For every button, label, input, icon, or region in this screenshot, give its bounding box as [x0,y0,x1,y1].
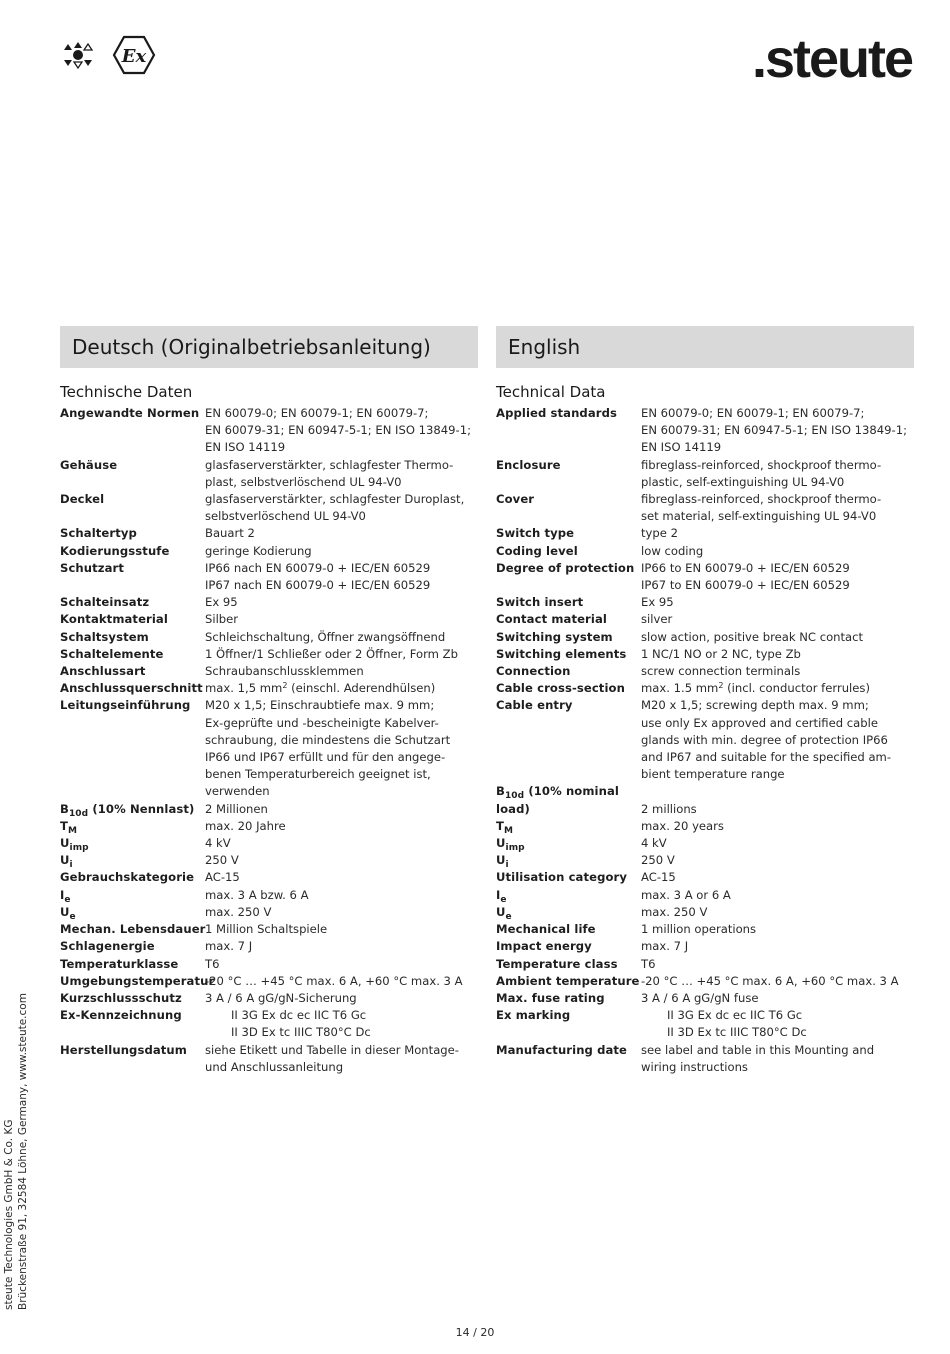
spec-label [496,887,641,904]
spec-row [496,938,914,955]
spec-row [496,457,914,491]
spec-value: T6 [205,956,220,971]
spec-row [60,990,478,1007]
spec-label-suffix: (10% nominal load) [496,784,619,816]
spec-value: 4 kV [641,836,667,851]
spec-value [205,680,478,697]
german-spec-table [60,405,478,1076]
spec-label-subscript: i [505,860,509,871]
spec-row [60,560,478,594]
spec-label: Utilisation category [496,870,628,885]
spec-value: II 3G Ex dc ec IIC T6 Gc II 3D Ex tc IIIC T80°C Dc [231,1008,371,1040]
spec-row [60,680,478,697]
spec-value: -20 °C … +45 °C max. 6 A, +60 °C max. 3 A [205,973,463,988]
column-german [60,326,478,1076]
spec-label [496,783,641,817]
spec-row [60,852,478,869]
spec-label-subscript: M [504,825,514,836]
spec-label-subscript: imp [505,843,525,854]
spec-row [496,1042,914,1076]
spec-label: Impact energy [496,939,592,954]
spec-label: Ambient temperature [496,973,640,988]
spec-row [60,973,478,990]
spec-row [60,938,478,955]
spec-value: AC-15 [641,870,676,885]
spec-label [60,852,205,869]
spec-value: M20 x 1,5; screwing depth max. 9 mm; use only Ex approved and certified cable glands with min. degree of protection IP66 and IP67 and suitable for the specified am- bient temperature range [641,698,892,782]
spec-label-subscript: 10d [504,791,525,802]
spec-value: max. 3 A or 6 A [641,887,731,902]
spec-label: Manufacturing date [496,1042,628,1057]
spec-label: Anschlussart [60,664,146,679]
spec-row [60,663,478,680]
spec-value: 1 Öffner/1 Schließer oder 2 Öffner, Form Zb [205,646,458,661]
spec-label-subscript: e [64,894,71,905]
spec-label: Temperaturklasse [60,956,179,971]
spec-row [496,835,914,852]
spec-row [60,594,478,611]
spec-value: fibreglass-reinforced, shockproof thermo- plastic, self-extinguishing UL 94-V0 [641,457,882,489]
spec-label-subscript: 10d [68,808,89,819]
spec-label: Applied standards [496,406,617,420]
spec-value: max. 7 J [641,939,689,954]
spec-value: 1 million operations [641,922,757,937]
spec-label-symbol: I [496,887,501,902]
spec-row [60,646,478,663]
spec-label: Degree of protection [496,560,635,575]
spec-label-symbol: T [496,818,505,833]
spec-value: 3 A / 6 A gG/gN fuse [641,990,759,1005]
spec-value-suffix: (incl. conductor ferrules) [723,681,870,696]
spec-value: -20 °C … +45 °C max. 6 A, +60 °C max. 3 A [641,973,899,988]
spec-row [60,956,478,973]
column-english [496,326,914,1076]
spec-value: Ex 95 [205,595,238,610]
spec-row [60,1042,478,1076]
spec-label: Switch insert [496,595,584,610]
spec-label: Cable cross-section [496,681,625,696]
spec-label: Schlagenergie [60,939,155,954]
spec-row [496,1007,914,1041]
spec-value: Bauart 2 [205,526,255,541]
spec-label: Mechan. Lebensdauer [60,922,206,937]
spec-value: siehe Etikett und Tabelle in dieser Montage- und Anschlussanleitung [205,1042,459,1074]
spec-row [496,405,914,457]
spec-label: Schaltertyp [60,526,137,541]
english-section-title: Technical Data [496,383,606,401]
spec-value: 4 kV [205,836,231,851]
spec-label [496,818,641,835]
english-spec-table [496,405,914,1076]
spec-label [60,904,205,921]
spec-value: AC-15 [205,870,240,885]
spec-value: Schraubanschlussklemmen [205,664,364,679]
spec-label [496,835,641,852]
spec-label: Kodierungsstufe [60,543,170,558]
spec-row [60,921,478,938]
svg-text:Ex: Ex [121,46,147,67]
spec-value: max. 20 years [641,818,724,833]
spec-value: 250 V [205,853,239,868]
german-section-title: Technische Daten [60,383,193,401]
spec-label: Temperature class [496,956,618,971]
spec-label: Contact material [496,612,607,627]
spec-label [60,835,205,852]
spec-row [60,629,478,646]
directional-symbols-icon [58,38,98,76]
spec-value-suffix: (einschl. Aderendhülsen) [287,681,436,696]
spec-row [60,543,478,560]
spec-value: II 3G Ex dc ec IIC T6 Gc II 3D Ex tc IIIC T80°C Dc [667,1008,807,1040]
spec-value: geringe Kodierung [205,543,312,558]
spec-label-subscript: e [505,911,512,922]
spec-label: Mechanical life [496,922,596,937]
spec-row [60,697,478,800]
spec-label: Connection [496,664,571,679]
spec-value: 1 Million Schaltspiele [205,922,328,937]
spec-row [496,990,914,1007]
spec-label-subscript: M [68,825,78,836]
spec-value-text: max. 1.5 mm [641,681,719,696]
spec-label-suffix: (10% Nennlast) [88,801,195,816]
spec-value: max. 250 V [205,904,272,919]
spec-label: Kurzschlussschutz [60,990,182,1005]
spec-label-subscript: i [69,860,73,871]
spec-label-symbol: T [60,818,69,833]
spec-row [496,680,914,697]
spec-label: Ex marking [496,1008,571,1023]
spec-value: screw connection terminals [641,664,801,679]
spec-row [496,783,914,817]
english-banner [496,326,914,368]
page-number: 14 / 20 [455,1326,495,1339]
spec-label-symbol: U [60,904,70,919]
spec-row [60,835,478,852]
spec-row [60,457,478,491]
spec-label: Anschlussquerschnitt [60,681,203,696]
spec-value: Silber [205,612,239,627]
spec-label: Herstellungsdatum [60,1042,187,1057]
spec-value: max. 20 Jahre [205,818,286,833]
spec-value: glasfaserverstärkter, schlagfester Duroplast, selbstverlöschend UL 94-V0 [205,492,465,524]
brand-logo: .steute [751,29,912,89]
spec-value: silver [641,612,673,627]
spec-row [496,663,914,680]
spec-row [496,646,914,663]
spec-value: max. 7 J [205,939,253,954]
spec-row [60,904,478,921]
spec-row [496,611,914,628]
spec-row [496,697,914,783]
spec-label: Coding level [496,543,578,558]
spec-label: Schutzart [60,560,125,575]
spec-value: fibreglass-reinforced, shockproof thermo- set material, self-extinguishing UL 94-V0 [641,492,882,524]
spec-label-subscript: imp [69,843,89,854]
spec-row [496,887,914,904]
german-banner [60,326,478,368]
spec-row [496,560,914,594]
spec-row [496,543,914,560]
spec-label: Gehäuse [60,457,118,472]
german-banner-title: Deutsch (Originalbetriebsanleitung) [72,335,431,359]
spec-label-symbol: U [60,836,70,851]
spec-row [496,956,914,973]
spec-value: EN 60079-0; EN 60079-1; EN 60079-7; EN 60079-31; EN 60947-5-1; EN ISO 13849-1; EN ISO 14119 [205,406,471,455]
spec-value: M20 x 1,5; Einschraubtiefe max. 9 mm; Ex-geprüfte und -bescheinigte Kabelver- schraubung, die mindestens die Schutzart IP66 und IP67 erfüllt und für den angege- benen Temperaturbereich geeignet ist, verwenden [205,698,451,799]
spec-value: EN 60079-0; EN 60079-1; EN 60079-7; EN 60079-31; EN 60947-5-1; EN ISO 13849-1; EN ISO 14119 [641,406,907,455]
spec-row [60,525,478,542]
spec-row [496,594,914,611]
spec-row [496,904,914,921]
spec-label-symbol: B [496,784,505,799]
spec-row [60,405,478,457]
spec-row [60,801,478,818]
company-street: Brückenstraße 91, 32584 Löhne, Germany, www.steute.com [17,993,29,1310]
spec-value: T6 [641,956,656,971]
spec-label-subscript: e [69,911,76,922]
spec-label-symbol: U [60,853,70,868]
spec-value: max. 250 V [641,904,708,919]
spec-label-symbol: U [496,836,506,851]
spec-label [496,904,641,921]
spec-value: low coding [641,543,704,558]
spec-label: Schaltsystem [60,629,149,644]
spec-label: Max. fuse rating [496,990,605,1005]
spec-value: Schleichschaltung, Öffner zwangsöffnend [205,629,446,644]
spec-value: glasfaserverstärkter, schlagfester Thermo- plast, selbstverlöschend UL 94-V0 [205,457,454,489]
spec-value: max. 3 A bzw. 6 A [205,887,309,902]
spec-label: Cable entry [496,698,573,713]
spec-value-superscript: 2 [282,681,288,691]
spec-row [496,525,914,542]
english-banner-title: English [508,335,581,359]
spec-value: 2 millions [641,801,697,816]
spec-row [60,818,478,835]
spec-row [60,869,478,886]
spec-row [60,491,478,525]
spec-value [641,680,914,697]
spec-label: Cover [496,492,535,507]
spec-value: 1 NC/1 NO or 2 NC, type Zb [641,646,801,661]
spec-label: Switching elements [496,646,627,661]
spec-label: Schaltelemente [60,646,164,661]
company-name: steute Technologies GmbH & Co. KG [3,1119,15,1310]
spec-value: 250 V [641,853,675,868]
spec-label: Umgebungstemperatur [60,973,215,988]
spec-label [496,852,641,869]
spec-row [496,852,914,869]
spec-row [496,491,914,525]
spec-row [496,973,914,990]
spec-value: see label and table in this Mounting and wiring instructions [641,1042,875,1074]
spec-label: Switch type [496,526,575,541]
spec-label: Schalteinsatz [60,595,150,610]
spec-value: slow action, positive break NC contact [641,629,864,644]
spec-label: Gebrauchskategorie [60,870,195,885]
spec-label: Deckel [60,492,105,507]
spec-label-symbol: U [496,904,506,919]
spec-label: Leitungseinführung [60,698,191,713]
spec-row [60,611,478,628]
spec-value: IP66 to EN 60079-0 + IEC/EN 60529 IP67 to EN 60079-0 + IEC/EN 60529 [641,560,850,593]
spec-row [496,921,914,938]
spec-label: Kontaktmaterial [60,612,168,627]
spec-row [60,1007,478,1041]
spec-value: 2 Millionen [205,801,268,816]
spec-label-symbol: B [60,801,69,816]
spec-row [496,869,914,886]
spec-label-symbol: U [496,853,506,868]
spec-label [60,887,205,904]
spec-label [60,818,205,835]
spec-value: 3 A / 6 A gG/gN-Sicherung [205,990,357,1005]
spec-label: Switching system [496,629,613,644]
spec-row [496,818,914,835]
spec-label [60,801,205,818]
spec-label: Enclosure [496,457,561,472]
ex-protection-icon [112,35,156,79]
spec-label-subscript: e [500,894,507,905]
spec-value: IP66 nach EN 60079-0 + IEC/EN 60529 IP67 nach EN 60079-0 + IEC/EN 60529 [205,560,431,593]
spec-label: Ex-Kennzeichnung [60,1008,182,1023]
spec-label: Angewandte Normen [60,406,200,420]
spec-value: Ex 95 [641,595,674,610]
spec-row [496,629,914,646]
spec-label-symbol: I [60,887,65,902]
spec-row [60,887,478,904]
spec-value: type 2 [641,526,678,541]
spec-value-superscript: 2 [718,681,724,691]
header-icons [58,36,156,78]
spec-value-text: max. 1,5 mm [205,681,283,696]
